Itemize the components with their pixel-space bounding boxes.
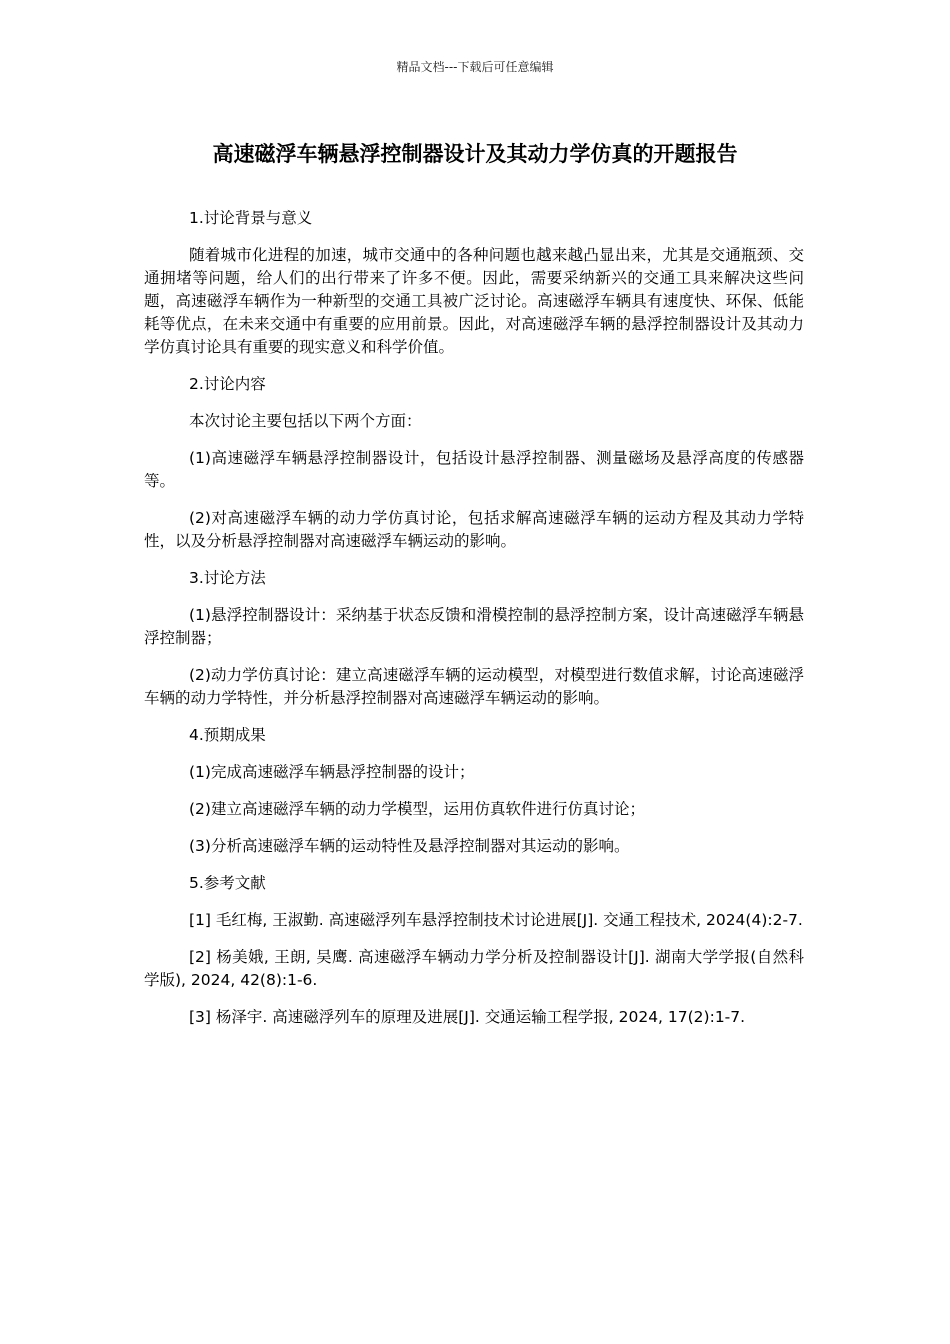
reference-item-1: [1] 毛红梅, 王淑勤. 高速磁浮列车悬浮控制技术讨论进展[J]. 交通工程技术, 2024(4):2-7. <box>189 911 803 929</box>
outcome-item-2: (2)建立高速磁浮车辆的动力学模型，运用仿真软件进行仿真讨论； <box>189 800 645 818</box>
content-item-2: (2)对高速磁浮车辆的动力学仿真讨论，包括求解高速磁浮车辆的运动方程及其动力学特性，以及分析悬浮控制器对高速磁浮车辆运动的影响。 <box>144 509 804 550</box>
section-heading-background: 1.讨论背景与意义 <box>189 209 313 227</box>
paragraph-content-intro: 本次讨论主要包括以下两个方面： <box>189 412 422 430</box>
method-item-1: (1)悬浮控制器设计：采纳基于状态反馈和滑模控制的悬浮控制方案，设计高速磁浮车辆悬浮控制器； <box>144 606 804 647</box>
document-body <box>144 207 804 1043</box>
paragraph-background: 随着城市化进程的加速，城市交通中的各种问题也越来越凸显出来，尤其是交通瓶颈、交通拥堵等问题，给人们的出行带来了许多不便。因此，需要采纳新兴的交通工具来解决这些问题，高速磁浮车辆作为一种新型的交通工具被广泛讨论。高速磁浮车辆具有速度快、环保、低能耗等优点，在未来交通中有重要的应用前景。因此，对高速磁浮车辆的悬浮控制器设计及其动力学仿真讨论具有重要的现实意义和科学价值。 <box>144 246 804 356</box>
method-item-2: (2)动力学仿真讨论：建立高速磁浮车辆的运动模型，对模型进行数值求解，讨论高速磁浮车辆的动力学特性，并分析悬浮控制器对高速磁浮车辆运动的影响。 <box>144 666 804 707</box>
section-heading-methods: 3.讨论方法 <box>189 569 266 587</box>
document-title: 高速磁浮车辆悬浮控制器设计及其动力学仿真的开题报告 <box>212 142 738 166</box>
section-heading-references: 5.参考文献 <box>189 874 266 892</box>
content-item-1: (1)高速磁浮车辆悬浮控制器设计，包括设计悬浮控制器、测量磁场及悬浮高度的传感器等。 <box>144 449 804 490</box>
reference-item-3: [3] 杨泽宇. 高速磁浮列车的原理及进展[J]. 交通运输工程学报, 2024, 17(2):1-7. <box>189 1008 746 1026</box>
reference-item-2: [2] 杨美娥, 王朗, 吴鹰. 高速磁浮车辆动力学分析及控制器设计[J]. 湖南大学学报(自然科学版), 2024, 42(8):1-6. <box>144 948 804 989</box>
outcome-item-3: (3)分析高速磁浮车辆的运动特性及悬浮控制器对其运动的影响。 <box>189 837 630 855</box>
section-heading-content: 2.讨论内容 <box>189 375 266 393</box>
section-heading-outcomes: 4.预期成果 <box>189 726 266 744</box>
outcome-item-1: (1)完成高速磁浮车辆悬浮控制器的设计； <box>189 763 475 781</box>
page-header: 精品文档---下载后可任意编辑 <box>396 60 554 74</box>
